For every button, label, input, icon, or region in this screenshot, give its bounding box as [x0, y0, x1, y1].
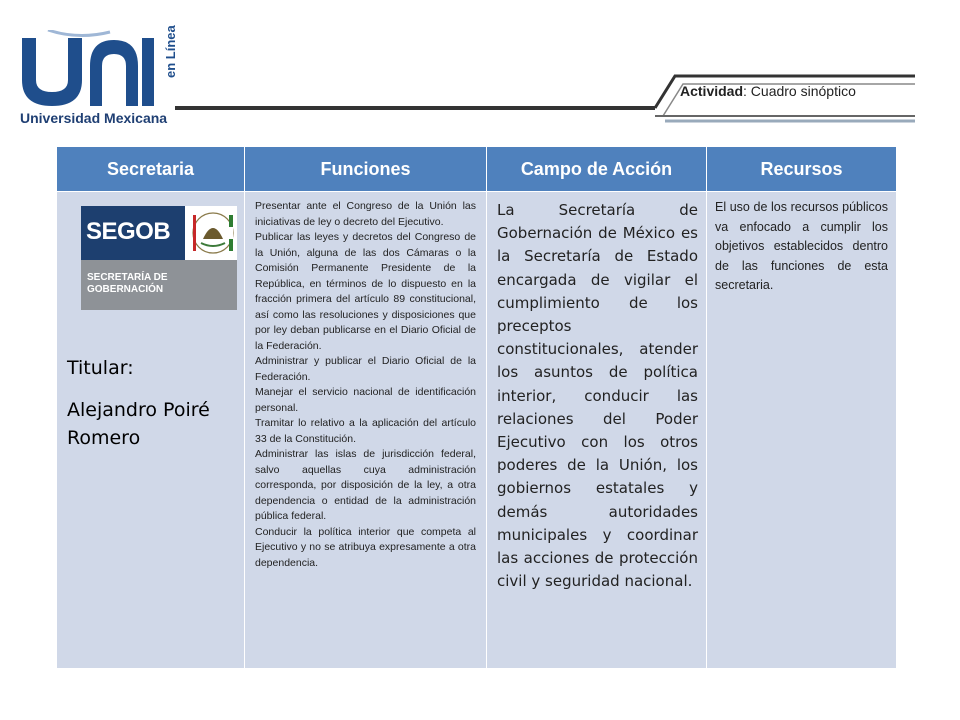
campo-accion-text: La Secretaría de Gobernación de México es la Secretaría de Estado encargada de vigilar el cumplimiento de los preceptos constitucionales, atender los asuntos de política interior, conducir las relaciones del Poder Ejecutivo con los otros poderes de la Unión, los gobiernos estatales y demás autoridades municipales y coordinar las acciones de protección civil y seguridad nacional.	[497, 201, 698, 591]
synoptic-table	[56, 146, 897, 669]
activity-value: : Cuadro sinóptico	[743, 83, 856, 99]
header-secretaria: Secretaria	[57, 147, 245, 192]
titular-label: Titular:	[67, 357, 134, 379]
segob-logo-subtitle: SECRETARÍA DE GOBERNACIÓN	[87, 272, 168, 295]
logo-university-name: Universidad Mexicana	[20, 110, 168, 126]
header-funciones: Funciones	[245, 147, 487, 192]
table-header-row	[57, 147, 897, 192]
funcion-item: Publicar las leyes y decretos del Congreso de la Unión, alguna de las dos Cámaras o la Comisión Permanente Presidente de la República, en términos de lo dispuesto en la fracción primera del artículo 89 constitucional, así como las resoluciones y disposiciones que por ley deban publicarse en el Diario Oficial de la Federación.	[255, 231, 476, 352]
cell-funciones	[245, 192, 487, 669]
titular-name: Alejandro Poiré Romero	[67, 399, 210, 449]
recursos-text: El uso de los recursos públicos va enfocado a cumplir los objetivos establecidos dentro de las funciones de esta secretaria.	[715, 200, 888, 292]
table-row	[57, 192, 897, 669]
titular-block	[67, 354, 244, 452]
activity-label: Actividad	[680, 83, 744, 99]
cell-secretaria	[57, 192, 245, 669]
cell-recursos	[707, 192, 897, 669]
funciones-list	[245, 192, 486, 571]
logo-tagline: en Línea	[163, 25, 178, 78]
university-logo	[18, 25, 193, 130]
segob-logo	[81, 206, 237, 310]
segob-logo-word: SEGOB	[86, 218, 171, 245]
header-campo-accion: Campo de Acción	[487, 147, 707, 192]
funcion-item: Conducir la política interior que competa al Ejecutivo y no se atribuya expresamente a otra dependencia.	[255, 525, 476, 569]
funcion-item: Tramitar lo relativo a la aplicación del artículo 33 de la Constitución.	[255, 417, 476, 445]
cell-campo-accion	[487, 192, 707, 669]
funcion-item: Administrar y publicar el Diario Oficial de la Federación.	[255, 355, 476, 383]
funcion-item: Presentar ante el Congreso de la Unión las iniciativas de ley o decreto del Ejecutivo.	[255, 200, 476, 228]
activity-title	[680, 83, 856, 99]
funcion-item: Manejar el servicio nacional de identificación personal.	[255, 386, 476, 414]
header-recursos: Recursos	[707, 147, 897, 192]
mexico-coat-of-arms-icon	[191, 209, 235, 257]
header-rule-decoration	[175, 72, 935, 128]
funcion-item: Administrar las islas de jurisdicción federal, salvo aquellas cuya administración corresponda, por disposición de la ley, a otra dependencia o entidad de la administración pública federal.	[255, 448, 476, 522]
um-logo-mark-icon	[18, 30, 158, 110]
